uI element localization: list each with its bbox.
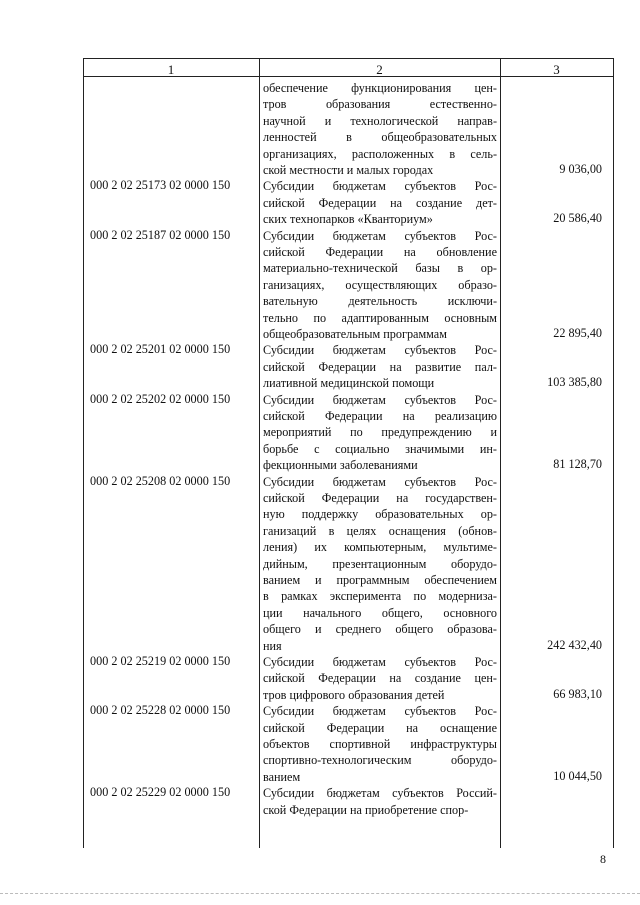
description-line: сийской Федерации на создание цен- [263,671,497,686]
budget-code: 000 2 02 25202 02 0000 150 [90,391,231,406]
column-header-1: 1 [167,62,175,77]
description-line: научной и технологической направ- [263,113,497,128]
description-line: мероприятий по предупреждению и [263,425,497,440]
budget-code: 000 2 02 25219 02 0000 150 [90,654,231,668]
description-line: сийской Федерации на оснащение [263,720,497,735]
row-description [263,80,497,178]
budget-code: 000 2 02 25201 02 0000 150 [90,342,231,357]
amount-value: 66 983,10 [553,686,602,701]
budget-code: 000 2 02 25173 02 0000 150 [90,178,231,193]
description-line: ванием [263,769,301,784]
description-line: общего и среднего общего образова- [263,622,497,637]
column-header-2: 2 [376,62,383,77]
row-description [263,654,497,703]
amount-value: 103 385,80 [547,375,602,390]
row-description [263,178,497,227]
amount-value: 22 895,40 [553,326,602,340]
description-line: сийской Федерации на реализацию [263,408,497,423]
column-divider-2 [500,58,501,848]
amount-value: 20 586,40 [553,211,602,226]
description-line: ную поддержку образовательных ор- [263,507,497,522]
description-line: тров образования естественно- [263,97,497,112]
description-line: Субсидии бюджетам субъектов Рос- [263,392,497,407]
description-line: ганизациях, осуществляющих образо- [263,277,497,292]
row-description [263,342,497,391]
amount-value: 10 044,50 [553,768,602,783]
description-line: ганизаций в целях оснащения (обнов- [263,523,497,538]
description-line: ния [263,638,282,653]
description-line: сийской Федерации на государствен- [263,490,497,505]
amount-value: 9 036,00 [559,162,602,176]
budget-code: 000 2 02 25187 02 0000 150 [90,227,231,242]
page-number: 8 [600,852,606,866]
description-line: спортивно-технологическим оборудо- [263,753,497,768]
row-description [263,785,497,818]
description-line: обеспечение функционирования цен- [263,81,497,95]
description-line: ской местности и малых городах [263,162,434,177]
description-line: Субсидии бюджетам субъектов Рос- [263,343,497,358]
description-line: Субсидии бюджетам субъектов Рос- [263,704,497,719]
budget-code: 000 2 02 25229 02 0000 150 [90,785,231,800]
budget-code: 000 2 02 25228 02 0000 150 [90,703,231,718]
description-line: ления) их компьютерным, мультиме- [263,540,497,555]
table-right-border [613,58,614,848]
description-line: ской Федерации на приобретение спор- [263,802,469,817]
description-line: борьбе с социально значимыми ин- [263,441,497,456]
budget-code: 000 2 02 25208 02 0000 150 [90,473,231,488]
description-line: Субсидии бюджетам субъектов Рос- [263,655,497,669]
description-line: ских технопарков «Кванториум» [263,212,433,227]
description-line: вательную деятельность исключи- [263,294,497,309]
description-line: фекционными заболеваниями [263,458,418,473]
description-line: лиативной медицинской помощи [263,376,435,391]
column-divider-1 [259,58,260,848]
description-line: сийской Федерации на развитие пал- [263,359,497,374]
description-line: Субсидии бюджетам субъектов Рос- [263,474,497,489]
row-description [263,474,497,654]
amount-value: 81 128,70 [553,457,602,472]
description-line: общеобразовательным программам [263,326,447,341]
amount-value: 242 432,40 [547,637,602,652]
description-line: сийской Федерации на обновление [263,244,497,259]
description-line: организациях, расположенных в сель- [263,146,497,161]
description-line: Субсидии бюджетам субъектов Россий- [263,786,497,801]
description-line: сийской Федерации на создание дет- [263,195,497,210]
table-top-border [83,58,614,59]
description-line: объектов спортивной инфраструктуры [263,736,497,751]
table-left-border [83,58,84,848]
row-description [263,392,497,474]
description-line: тров цифрового образования детей [263,687,445,702]
description-line: Субсидии бюджетам субъектов Рос- [263,179,497,194]
description-line: дийным, презентационным оборудо- [263,556,497,571]
row-description [263,228,497,343]
row-description [263,703,497,785]
description-line: в рамках эксперимента по модерниза- [263,589,497,604]
description-line: ванием и программным обеспечением [263,572,497,587]
description-line: тельно по адаптированным основным [263,310,497,325]
description-line: Субсидии бюджетам субъектов Рос- [263,228,497,243]
description-line: материально-технической базы в ор- [263,261,497,276]
description-line: ции начального общего, основного [263,605,497,620]
column-header-3: 3 [553,62,560,77]
scan-edge-line [0,893,640,894]
description-line: ленностей в общеобразовательных [263,130,497,145]
